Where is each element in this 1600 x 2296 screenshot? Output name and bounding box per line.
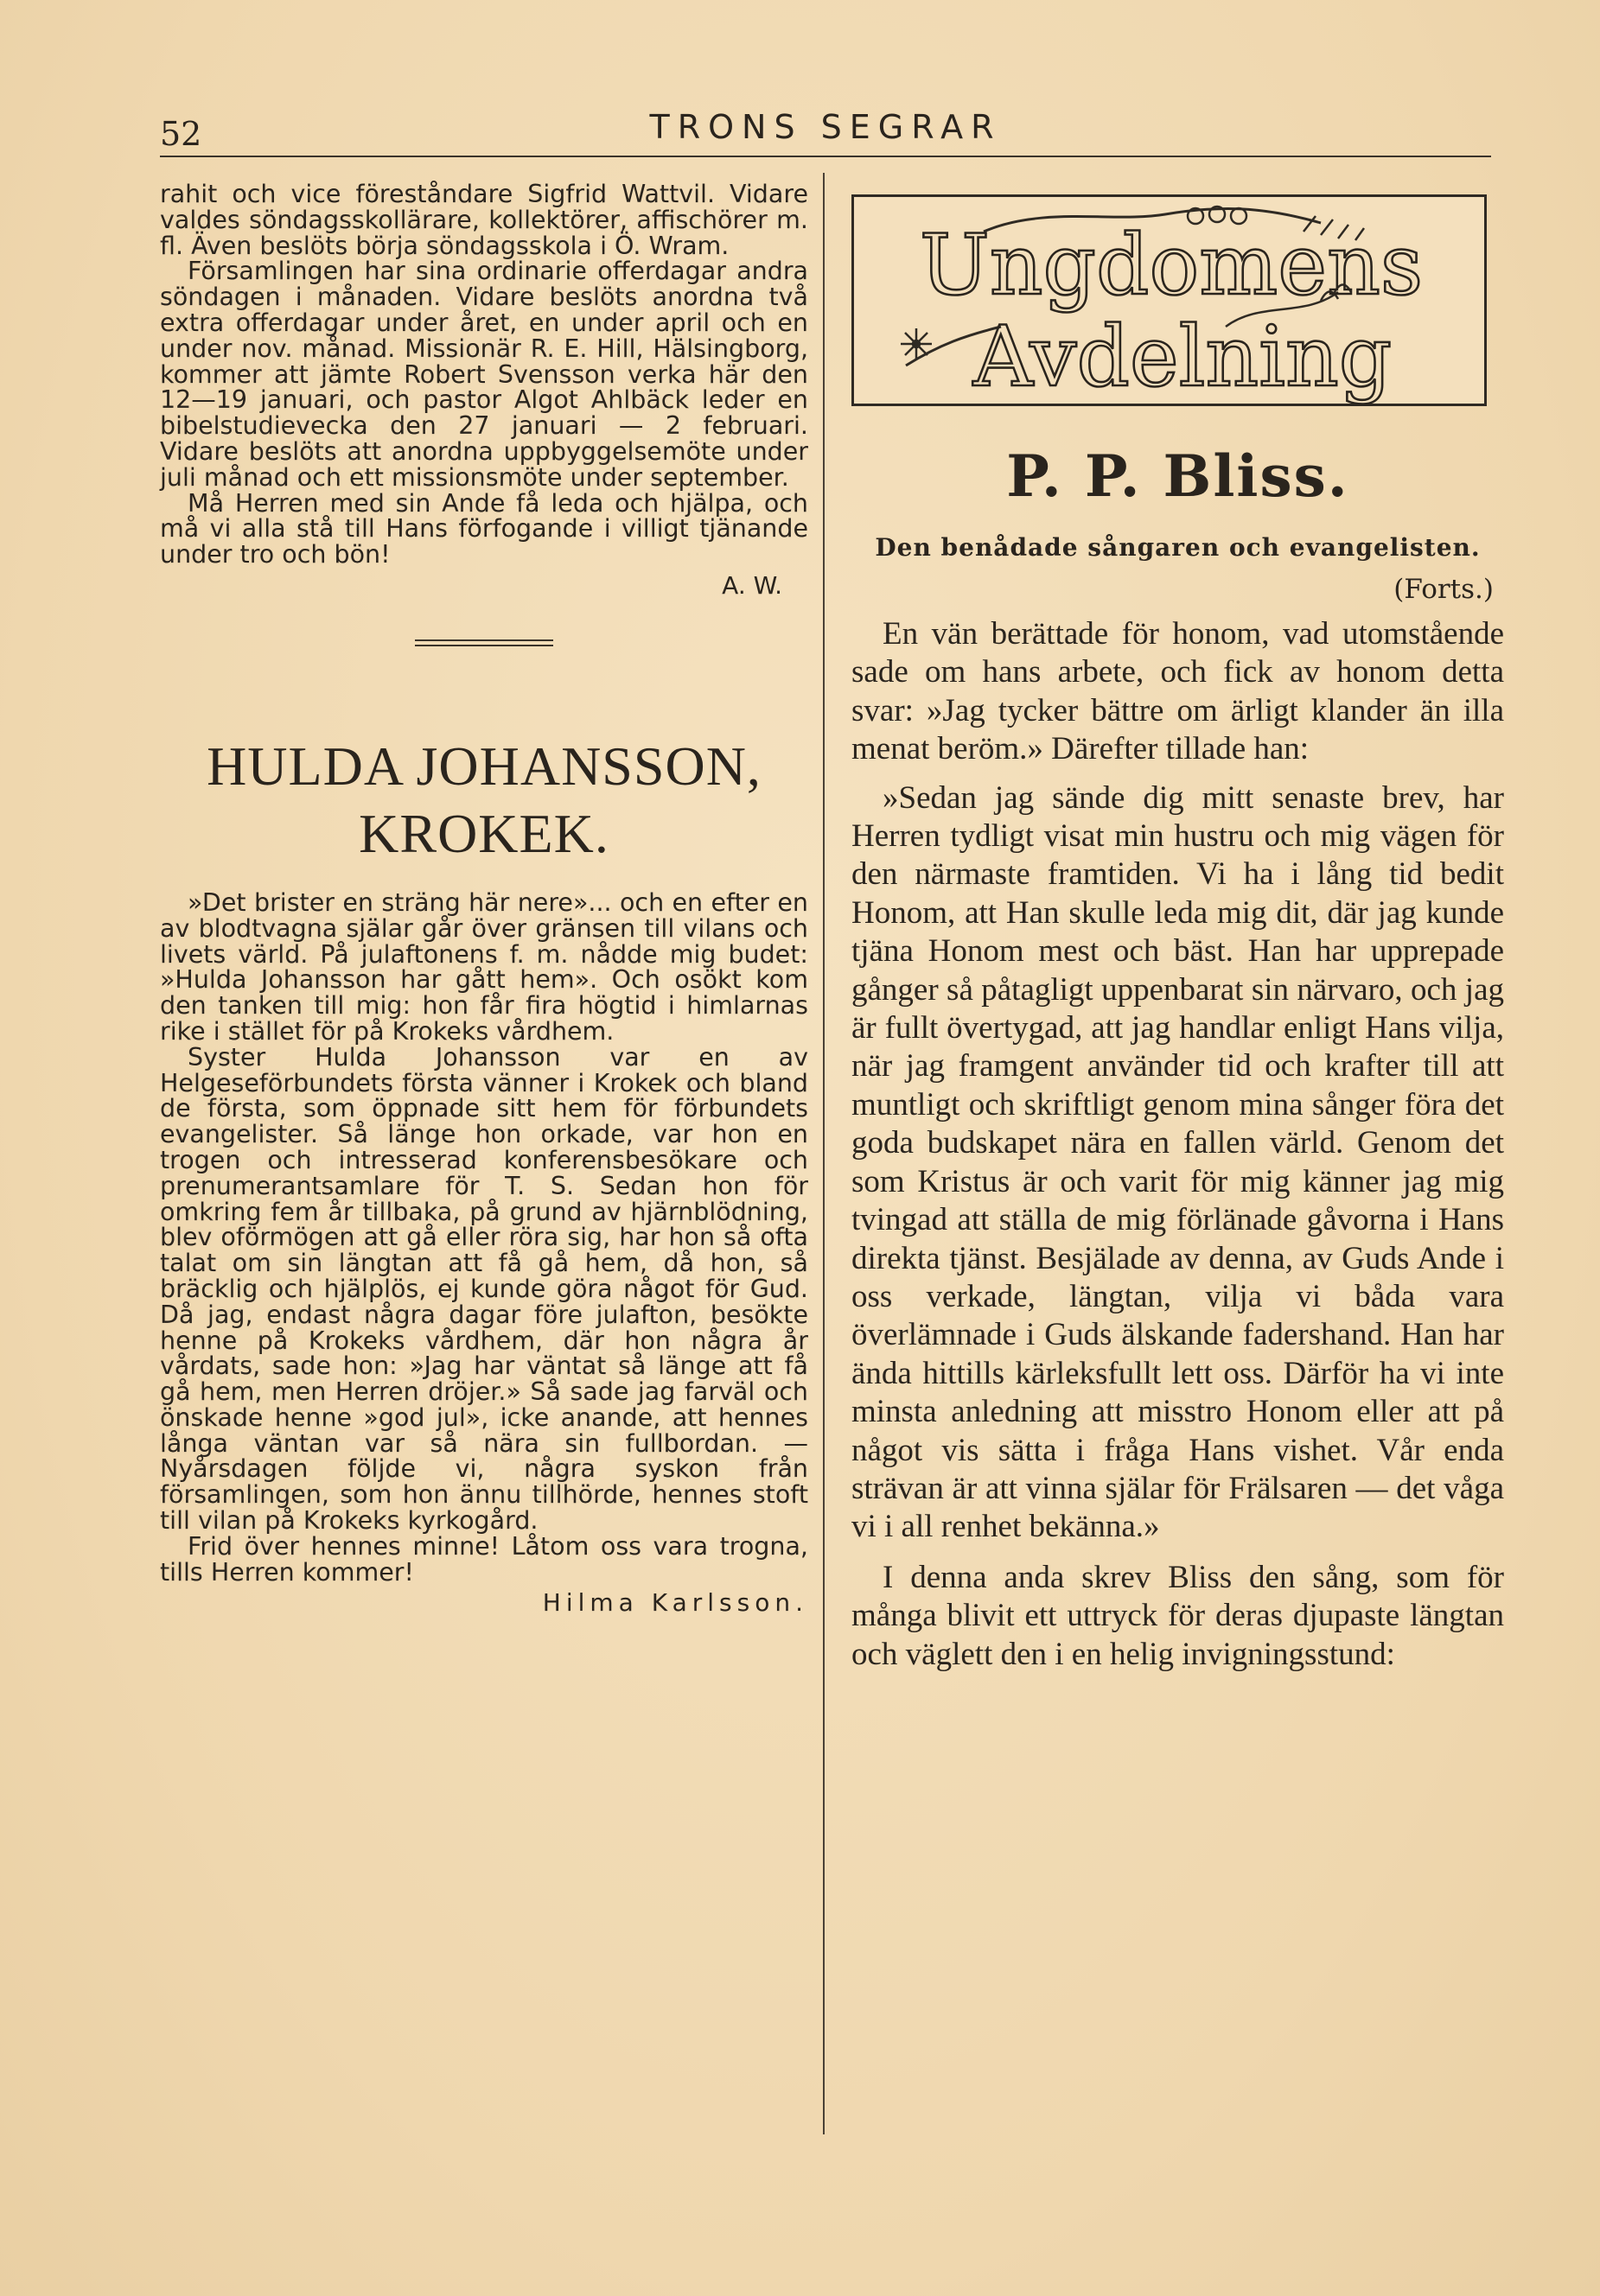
article-paragraph: »Det brister en sträng här nere»... och en efter en av blodtvagna själar går över gränsen till vilans och livets värld. På julaftonens f. m. nådde mig budet: »Hulda Johansson har gått hem». Och osökt kom den tanken till mig: hon får fira högtid i himlarnas rike i stället för på Krokeks vårdhem. [160,887,808,1046]
article-title: HULDA JOHANSSON, KROKEK. [207,735,762,864]
intro-signature: A. W. [722,570,782,600]
article-signature: Hilma Karlsson. [542,1588,808,1618]
section-heading-box [851,194,1487,406]
article-title-bliss: P. P. Bliss. [1006,442,1349,510]
intro-paragraph: Må Herren med sin Ande få leda och hjälpa, och må vi alla stå till Hans förfogande i villigt tjänande under tro och bön! [160,488,808,569]
bliss-paragraph: I denna anda skrev Bliss den sång, som för många blivit ett uttryck för deras djupaste längtan och väglett den i en helig invigningsstund: [851,1559,1504,1672]
bliss-text [851,615,1504,1674]
intro-paragraph: Församlingen har sina ordinarie offerdagar andra söndagen i månaden. Vidare beslöts anordna två extra offerdagar under året, en under april och en under nov. månad. Missionär R. E. Hill, Hälsingborg, kommer att jämte Robert Svensson verka här den 12—19 januari, och pastor Algot Ahlbäck leder en bibelstudievecka den 27 januari — 2 februari. Vidare beslöts att anordna uppbyggelsemöte under juli månad och ett missionsmöte under september. [160,257,808,492]
column-divider [823,173,825,2134]
section-heading-line2: Avdelning [972,308,1393,405]
intro-text [160,181,808,568]
article-paragraph: Frid över hennes minne! Låtom oss vara trogna, tills Herren kommer! [160,1531,808,1587]
section-heading-line1: Ungdomens [919,217,1424,314]
right-column [851,194,1504,1674]
floral-ornament-icon [854,197,1489,409]
header-rule [160,156,1491,157]
separator-rule [415,639,553,646]
continued-label: (Forts.) [1393,574,1494,605]
article-paragraph: Syster Hulda Johansson var en av Helgeseförbundets första vänner i Krokek och bland de första, som öppnade sitt hem för förbundets evangelister. Så länge hon orkade, var hon en trogen och intresserad konferensbesökare och prenumerantsamlare för T. S. Sedan hon för omkring fem år tillbaka, på grund av hjärnblödning, blev oförmögen att gå eller röra sig, har hon så ofta talat om sin längtan att få gå hem, då hon, så bräcklig och hjälplös, ej kunde göra något för Gud. Då jag, endast några dagar före julafton, besökte henne på Krokeks vårdhem, där hon några år vårdats, sade hon: »Jag har väntat så länge att få gå hem, men Herren dröjer.» Så sade jag farväl och önskade henne »god jul», icke anande, att hennes långa väntan var så nära sin fullbordan. — Nyårsdagen följde vi, några syskon från församlingen, som hon ännu tillhörde, hennes stoft till vilan på Krokeks kyrkogård. [160,1042,808,1536]
page-number: 52 [160,115,202,153]
page-header [160,108,1491,160]
intro-paragraph: rahit och vice föreståndare Sigfrid Wattvil. Vidare valdes söndagsskollärare, kollektörer, affischörer m. fl. Även beslöts börja söndagsskola i Ö. Wram. [160,180,808,260]
left-column [160,181,808,1617]
bliss-paragraph: En vän berättade för honom, vad utomstående sade om hans arbete, och fick av honom detta svar: »Jag tycker bättre om ärligt klander än illa menat beröm.» Därefter tillade han: [851,616,1504,767]
bliss-paragraph: »Sedan jag sände dig mitt senaste brev, har Herren tydligt visat min hustru och mig vägen för den närmaste framtiden. Vi ha i lång tid bedit Honom, att Han skulle leda mig dit, där jag kunde tjäna Honom mest och bäst. Han har upprepade gånger så påtagligt uppenbarat sin närvaro, och jag är fullt övertygad, att jag handlar enligt Hans vilja, när jag framgent använder tid och krafter till att muntligt och skriftligt genom mina sånger föra det goda budskapet nära en fallen värld. Genom det som Kristus är och varit för mig känner jag mig tvingad att ställa de mig förlänade gåvorna i Hans direkta tjänst. Besjälade av denna, av Guds Ande i oss verkade, längtan, vilja vi båda vara överlämnade i Guds älskande fadershand. Han har ända hittills kärleksfullt lett oss. Därför ha vi inte minsta anledning att misstro Honom eller att på något vis sätta i fråga Hans vishet. Vår enda strävan är att vinna själar för Frälsaren — det våga vi i all renhet bekänna.» [851,779,1504,1545]
running-title: TRONS SEGRAR [649,108,1002,146]
article-text [160,887,808,1587]
article-subtitle: Den benådade sångaren och evangelisten. [875,533,1481,562]
